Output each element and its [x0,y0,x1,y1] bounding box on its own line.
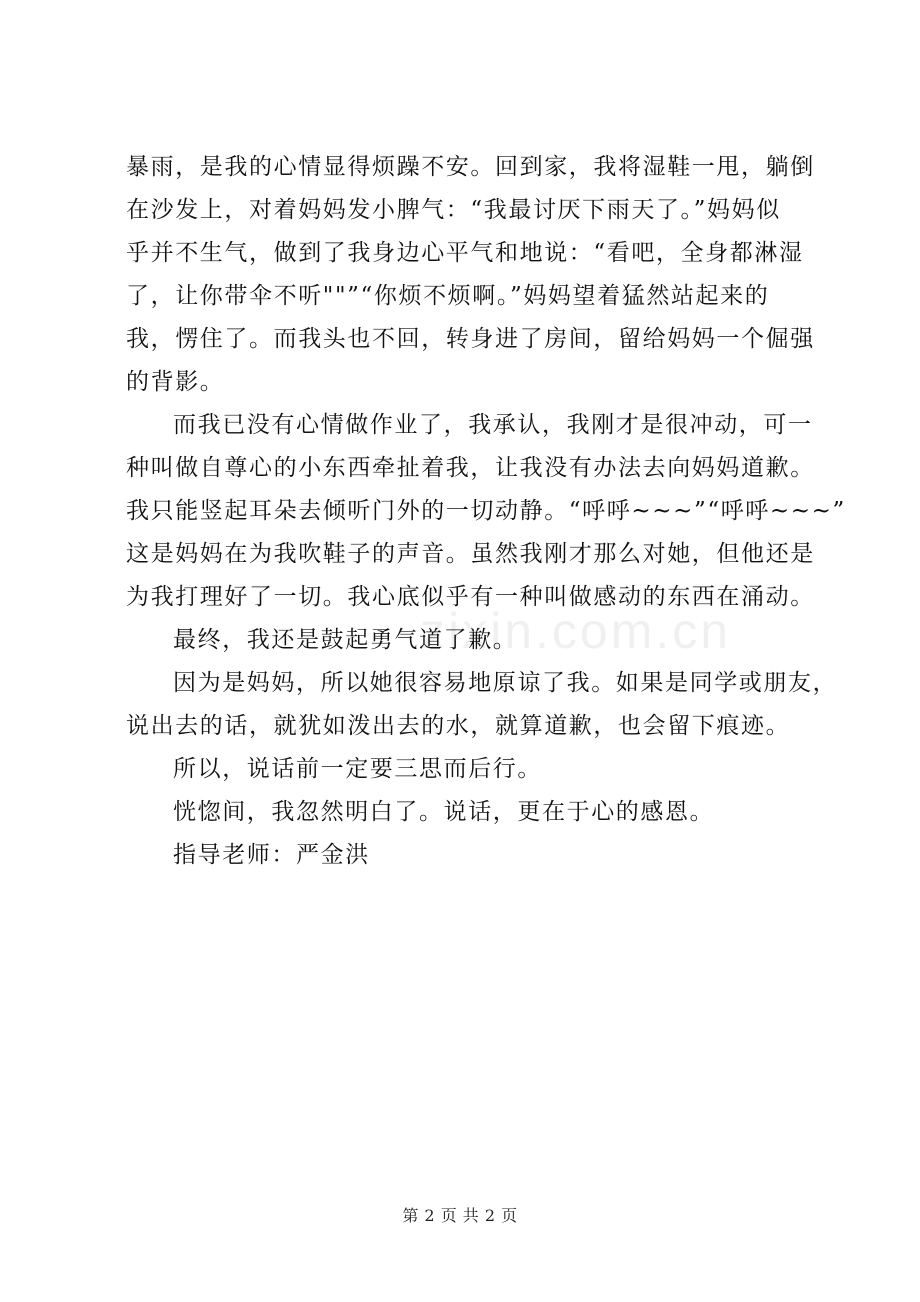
text-line: 种叫做自尊心的小东西牵扯着我，让我没有办法去向妈妈道歉。 [126,455,815,481]
text-line: 这是妈妈在为我吹鞋子的声音。虽然我刚才那么对她，但他还是 [126,541,815,567]
text-line: 暴雨，是我的心情显得烦躁不安。回到家，我将湿鞋一甩，躺倒 [126,154,815,180]
text-line: 的背影。 [126,369,225,395]
text-line: 我，愣住了。而我头也不回，转身进了房间，留给妈妈一个倔强 [126,326,815,352]
page-footer: 第 2 页 共 2 页 [402,1206,518,1225]
text-line: 而我已没有心情做作业了，我承认，我刚才是很冲动，可一 [173,412,813,438]
text-line: 乎并不生气，做到了我身边心平气和地说：“看吧，全身都淋湿 [126,240,804,266]
text-line: 最终，我还是鼓起勇气道了歉。 [173,627,518,653]
text-line: 说出去的话，就犹如泼出去的水，就算道歉，也会留下痕迹。 [126,713,791,739]
text-line: 所以，说话前一定要三思而后行。 [173,756,542,782]
essay-body [126,148,846,874]
text-line: 因为是妈妈，所以她很容易地原谅了我。如果是同学或朋友， [173,670,838,696]
text-line: 为我打理好了一切。我心底似乎有一种叫做感动的东西在涌动。 [126,584,815,610]
text-line: 在沙发上，对着妈妈发小脾气：“我最讨厌下雨天了。”妈妈似 [126,197,781,223]
text-line: 恍惚间，我忽然明白了。说话，更在于心的感恩。 [173,799,715,825]
watermark-text: zixin.com.cn [420,603,732,659]
advisor-line: 指导老师：严金洪 [173,842,370,868]
text-line: 我只能竖起耳朵去倾听门外的一切动静。“呼呼~~~”“呼呼~~~” [126,498,846,524]
text-line: 了，让你带伞不听""”“你烦不烦啊。”妈妈望着猛然站起来的 [126,283,770,309]
